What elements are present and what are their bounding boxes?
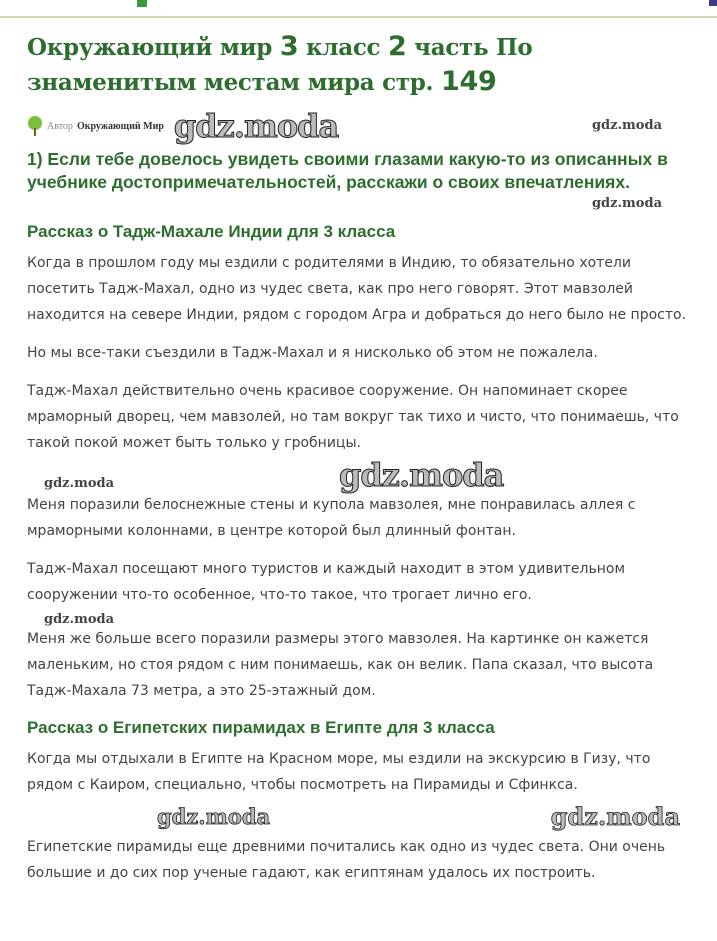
watermark: gdz.moda	[173, 107, 339, 145]
watermark-row	[27, 458, 692, 492]
paragraph: Когда мы отдыхали в Египте на Красном море, мы ездили на экскурсию в Гизу, что рядом с Каиром, специально, чтобы посмотреть на Пирамиды и Сфинкса.	[27, 751, 651, 793]
title-text: часть По знаменитым местам мира стр.	[27, 34, 533, 96]
paragraph: Меня поразили белоснежные стены и купола мавзолея, мне понравилась аллея с мраморными колоннами, в центре которой был длинный фонтан.	[27, 497, 636, 539]
paragraph: Когда в прошлом году мы ездили с родителями в Индию, то обязательно хотели посетить Тадж-Махал, одно из чудес света, как про него говорят. Этот мавзолей находится на севере Индии, рядом с городом Агра и добраться до него было не просто.	[27, 255, 687, 323]
browser-bookmarks-bar	[0, 0, 717, 18]
title-part: 2	[387, 31, 407, 62]
paragraph: Но мы все-таки съездили в Тадж-Махал и я нисколько об этом не пожалела.	[27, 345, 598, 361]
paragraph: Меня же больше всего поразили размеры этого мавзолея. На картинке он кажется маленьким, но стоя рядом с ним понимаешь, как он велик. Папа сказал, что высота Тадж-Махала 73 метра, а это 25-этажный дом.	[27, 631, 654, 699]
watermark: gdz.moda	[44, 612, 115, 627]
title-page: 149	[440, 66, 497, 97]
watermark: gdz.moda	[339, 456, 504, 494]
watermark-row	[27, 800, 692, 834]
watermark: gdz.moda	[591, 118, 662, 133]
bookmark-favicon[interactable]	[137, 0, 147, 7]
paragraph: Египетские пирамиды еще древними почитались как одно из чудес света. Они очень большие и до сих пор ученые гадают, как египтянам удалось их построить.	[27, 839, 666, 881]
section-heading: Рассказ о Тадж-Махале Индии для 3 класса	[27, 222, 396, 241]
author-name[interactable]: Окружающий Мир	[76, 120, 164, 132]
title-text: класс	[298, 34, 388, 61]
watermark-row	[27, 194, 692, 210]
section-heading: Рассказ о Египетских пирамидах в Египте для 3 класса	[27, 718, 495, 737]
title-grade: 3	[279, 31, 299, 62]
bookmark-favicon[interactable]	[709, 0, 717, 6]
watermark: gdz.moda	[591, 196, 662, 211]
watermark: gdz.moda	[44, 476, 115, 491]
author-label: Автор	[47, 120, 73, 132]
tree-icon	[27, 116, 43, 136]
watermark: gdz.moda	[157, 804, 271, 829]
watermark: gdz.moda	[550, 802, 680, 831]
paragraph: Тадж-Махал посещают много туристов и каждый находит в этом удивительном сооружении что-то особенное, что-то такое, что трогает лично его.	[27, 561, 626, 603]
title-text: Окружающий мир	[27, 34, 280, 61]
question-heading: 1) Если тебе довелось увидеть своими глазами какую-то из описанных в учебнике достопримечательностей, расскажи о своих впечатлениях.	[27, 149, 668, 192]
paragraph: Тадж-Махал действительно очень красивое сооружение. Он напоминает скорее мраморный дворец, чем мавзолей, но там вокруг так тихо и чисто, что понимаешь, что такой покой может быть только у гробницы.	[27, 383, 679, 451]
author-line	[27, 108, 692, 144]
page-title	[27, 30, 692, 100]
watermark-row	[27, 610, 692, 626]
